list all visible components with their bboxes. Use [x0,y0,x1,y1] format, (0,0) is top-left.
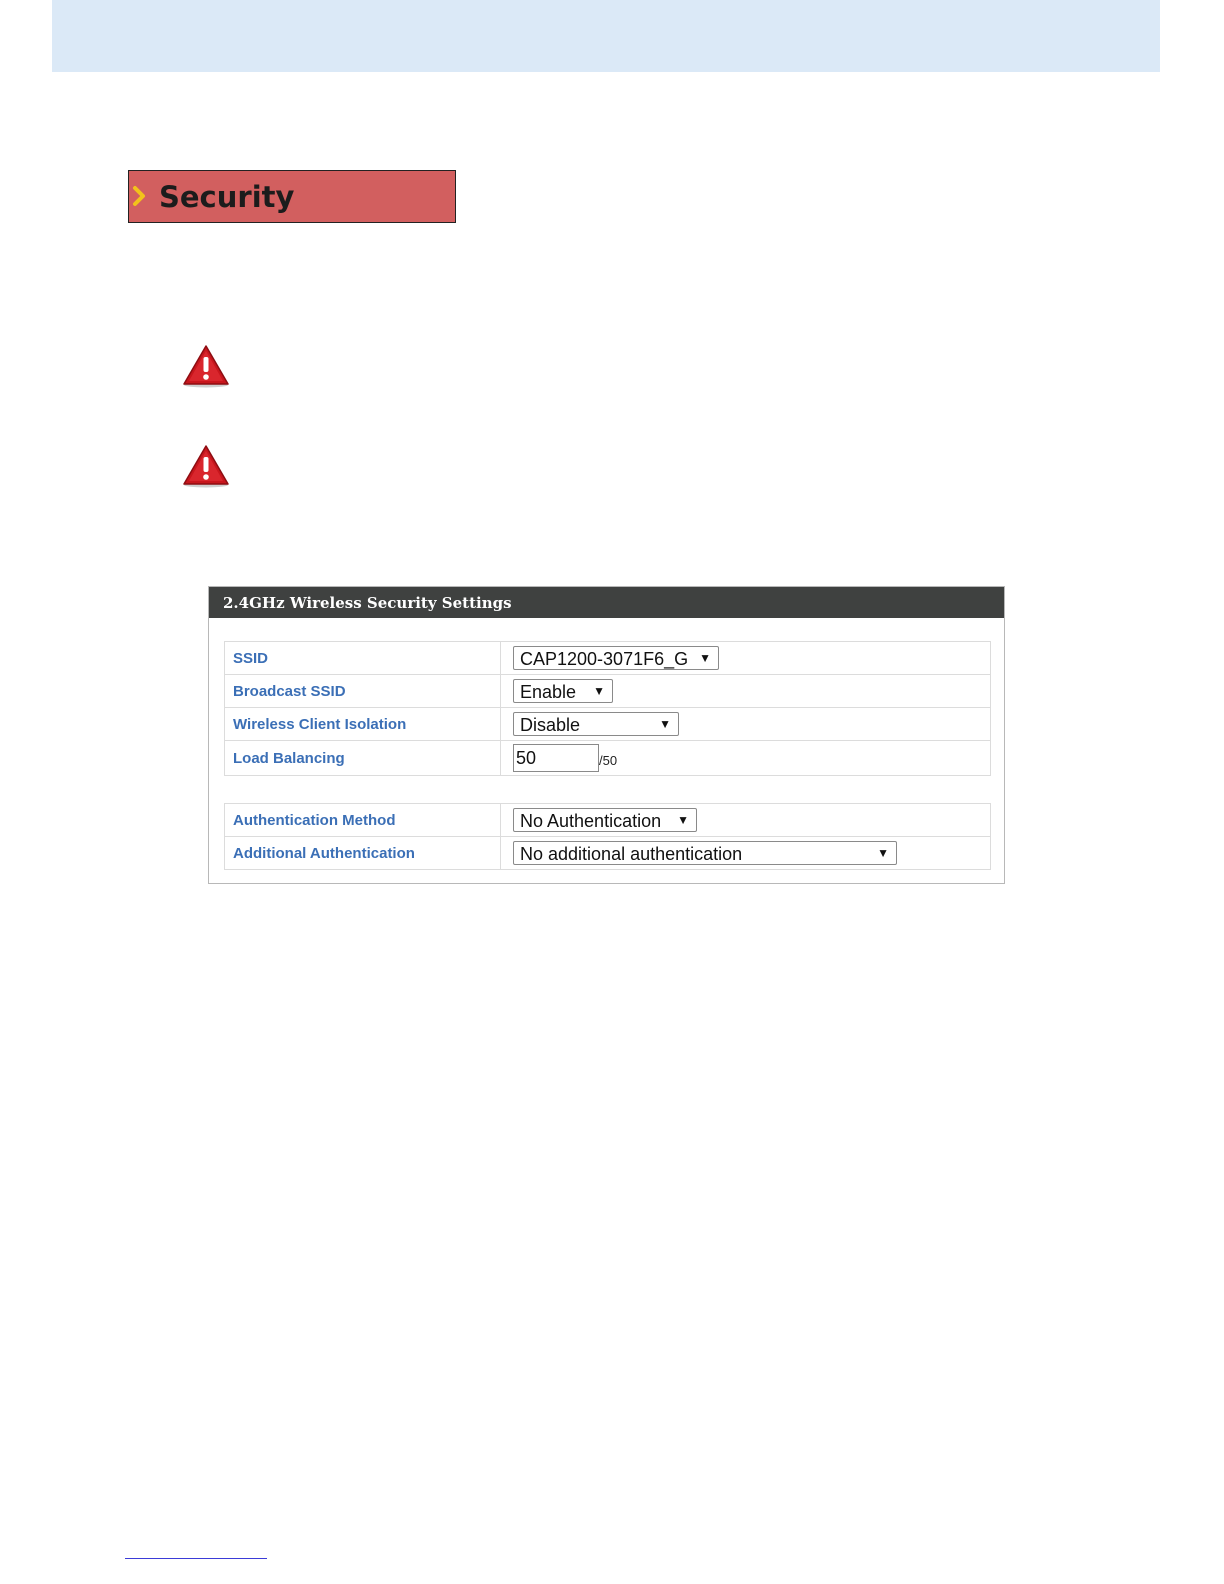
client-isolation-select[interactable]: Disable ▼ [513,712,679,736]
wireless-security-panel [208,586,1005,884]
section-banner [128,170,456,223]
warning-icon [182,444,230,488]
section-title: Security [159,180,295,214]
load-balancing-max: /50 [599,752,618,768]
table-row [225,837,991,870]
broadcast-ssid-select[interactable]: Enable ▼ [513,679,613,703]
table-row [225,804,991,837]
auth-method-label: Authentication Method [225,804,501,837]
chevron-down-icon: ▼ [699,651,711,665]
load-balancing-input[interactable] [513,744,599,772]
ssid-label: SSID [225,642,501,675]
table-row [225,642,991,675]
client-isolation-label: Wireless Client Isolation [225,708,501,741]
basic-settings-table [224,641,991,776]
authentication-table [224,803,991,870]
footnote-divider [125,1558,267,1559]
chevron-down-icon: ▼ [677,813,689,827]
chevron-right-icon [132,185,148,207]
broadcast-ssid-label: Broadcast SSID [225,675,501,708]
table-row [225,675,991,708]
warning-icon [182,344,230,388]
header-band [52,0,1160,72]
chevron-down-icon: ▼ [593,684,605,698]
table-row [225,708,991,741]
panel-header [209,587,1004,618]
auth-method-select[interactable]: No Authentication ▼ [513,808,697,832]
additional-auth-select[interactable]: No additional authentication ▼ [513,841,897,865]
chevron-down-icon: ▼ [877,846,889,860]
table-row [225,741,991,776]
load-balancing-label: Load Balancing [225,741,501,776]
ssid-select[interactable]: CAP1200-3071F6_G ▼ [513,646,719,670]
panel-title: 2.4GHz Wireless Security Settings [223,594,512,612]
additional-auth-label: Additional Authentication [225,837,501,870]
chevron-down-icon: ▼ [659,717,671,731]
